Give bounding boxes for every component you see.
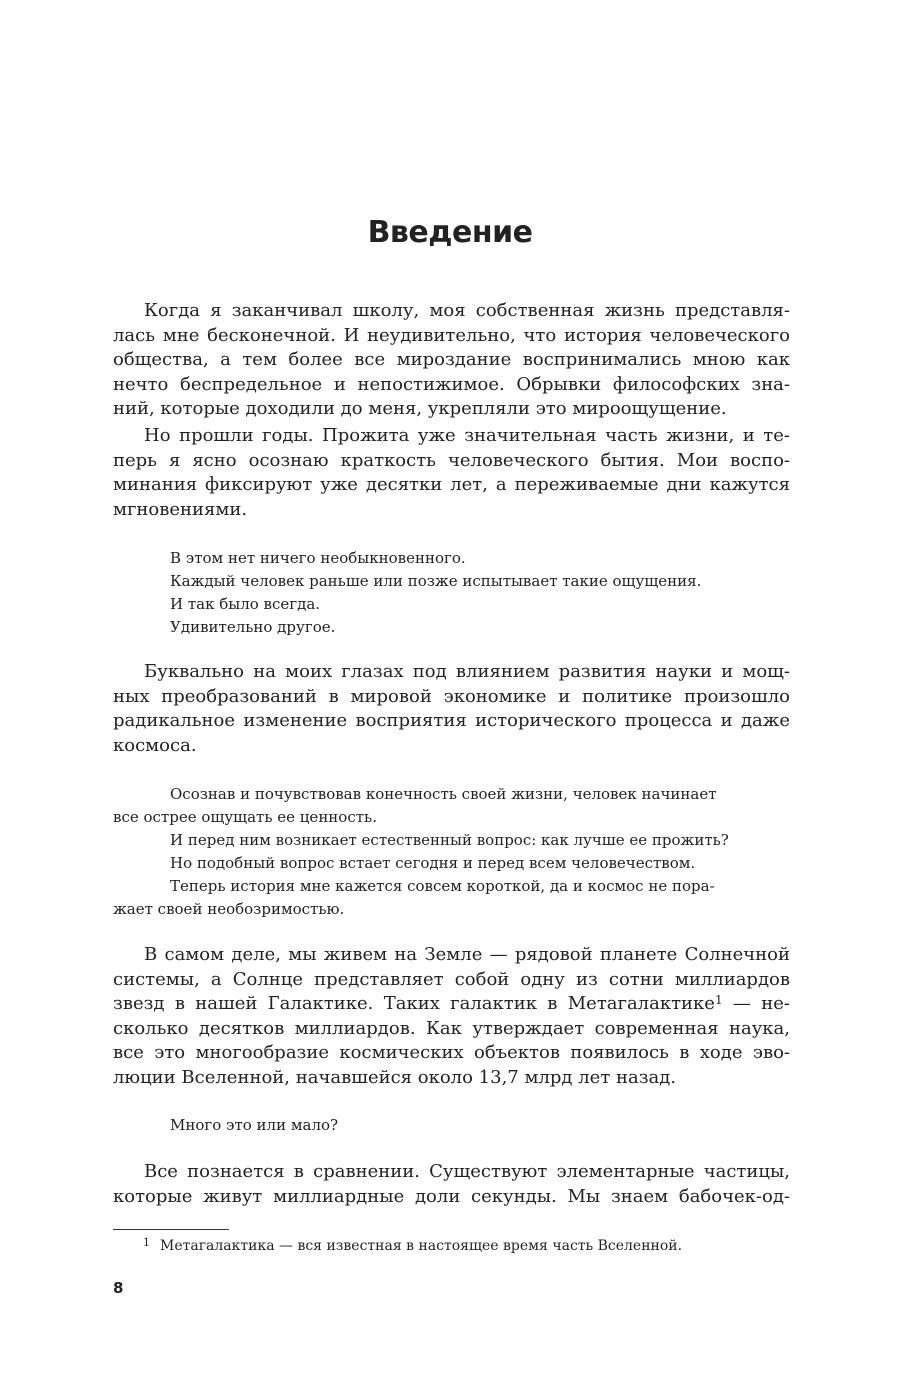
text-line: общества, а тем более все мироздание воспринимались мною как (113, 349, 790, 371)
quote-line: Осознав и почувствовав конечность своей жизни, человек начинает (170, 785, 717, 803)
chapter-title: Введение (367, 215, 533, 250)
text-line: Но прошли годы. Прожита уже значительная часть жизни, и те- (144, 425, 790, 446)
text-line: нечто беспредельное и непостижимое. Обрывки философских зна- (113, 373, 790, 395)
footnote (143, 1236, 682, 1254)
text-line: космоса. (113, 734, 197, 756)
footnote-separator (113, 1229, 229, 1230)
quote-block-2 (113, 783, 773, 921)
quote-line: все острее ощущать ее ценность. (113, 808, 377, 826)
text-line: перь я ясно осознаю краткость человеческого бытия. Мои воспо- (113, 449, 790, 471)
footnote-number: 1 (143, 1236, 150, 1249)
text-segment: — не- (722, 993, 790, 1015)
quote-line: И так было всегда. (170, 595, 321, 613)
paragraph-5 (113, 1160, 790, 1209)
page-number: 8 (113, 1279, 124, 1297)
quote-line: В этом нет ничего необыкновенного. (170, 549, 466, 567)
quote-block-1 (113, 547, 773, 639)
text-line: люции Вселенной, начавшейся около 13,7 млрд лет назад. (113, 1066, 677, 1088)
paragraph-4 (113, 943, 790, 1091)
text-line: лась мне бесконечной. И неудивительно, что история человеческого (113, 324, 790, 346)
text-line: В самом деле, мы живем на Земле — рядовой планете Солнечной (144, 944, 790, 965)
text-line: минания фиксируют уже десятки лет, а переживаемые дни кажутся (113, 474, 790, 496)
text-line: ных преобразований в мировой экономике и политике произошло (113, 685, 790, 707)
quote-line: Теперь история мне кажется совсем короткой, да и космос не пора- (170, 877, 715, 895)
text-line: системы, а Солнце представляет собой одну из сотни миллиардов (113, 968, 790, 990)
quote-line: Удивительно другое. (170, 618, 336, 636)
quote-line: Много это или мало? (170, 1116, 339, 1134)
text-line: Когда я заканчивал школу, моя собственная жизнь представля- (144, 300, 790, 321)
text-line: Все познается в сравнении. Существуют элементарные частицы, (144, 1161, 790, 1182)
paragraph-3 (113, 660, 790, 758)
paragraph-1 (113, 299, 790, 422)
quote-line: И перед ним возникает естественный вопрос: как лучше ее прожить? (170, 831, 729, 849)
text-line: которые живут миллиардные доли секунды. Мы знаем бабочек-од- (113, 1185, 790, 1207)
text-line: сколько десятков миллиардов. Как утверждает современная наука, (113, 1017, 790, 1039)
paragraph-2 (113, 424, 790, 522)
text-line: Буквально на моих глазах под влиянием развития науки и мощ- (144, 661, 790, 682)
text-line-with-footnote (113, 992, 790, 1017)
text-line: все это многообразие космических объектов появилось в ходе эво- (113, 1042, 790, 1064)
text-line: радикальное изменение восприятия исторического процесса и даже (113, 710, 790, 732)
quote-block-3 (113, 1114, 773, 1137)
text-segment: звезд в нашей Галактике. Таких галактик в Метагалактике (113, 993, 715, 1015)
footnote-text: Метагалактика — вся известная в настоящее время часть Вселенной. (160, 1238, 683, 1254)
quote-line: Каждый человек раньше или позже испытывает такие ощущения. (170, 572, 702, 590)
footnote-mark[interactable]: 1 (714, 993, 723, 1008)
quote-line: Но подобный вопрос встает сегодня и перед всем человечеством. (170, 854, 696, 872)
text-line: ний, которые доходили до меня, укрепляли это мироощущение. (113, 398, 727, 420)
quote-line: жает своей необозримостью. (113, 900, 345, 918)
text-line: мгновениями. (113, 498, 248, 520)
